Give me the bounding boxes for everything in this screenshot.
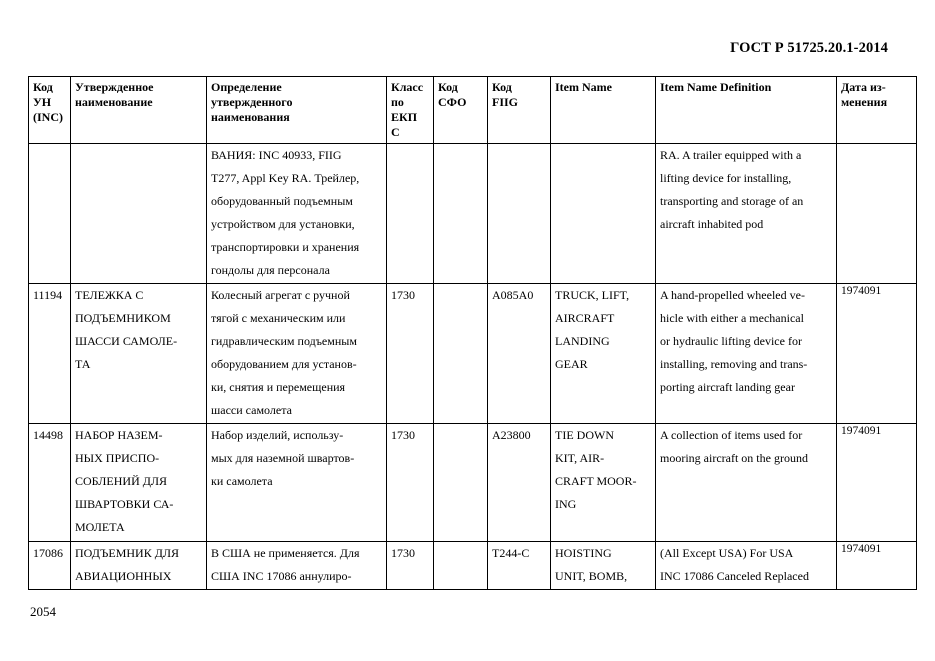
date-cell	[837, 284, 917, 424]
cell-line: мых для наземной швартов-	[211, 451, 355, 465]
cell-line: НАБОР НАЗЕМ-	[75, 428, 163, 442]
header-line: Утвержденное	[75, 80, 154, 94]
cell-line: mooring aircraft on the ground	[660, 451, 808, 465]
cell-line: США INC 17086 аннулиро-	[211, 569, 352, 583]
cell-line: гидравлическим подъемным	[211, 334, 357, 348]
item-name-cell	[551, 542, 656, 590]
sfo-cell	[434, 284, 488, 424]
cell-line: ТЕЛЕЖКА С	[75, 288, 144, 302]
cell-line: тягой с механическим или	[211, 311, 346, 325]
table-row	[29, 144, 917, 284]
cell-line: transporting and storage of an	[660, 194, 804, 208]
name-cell	[71, 424, 207, 542]
cell-line: INC 17086 Canceled Replaced	[660, 569, 809, 583]
item-def-cell	[656, 424, 837, 542]
sfo-cell	[434, 424, 488, 542]
fiig-cell	[488, 144, 551, 284]
cell-line: porting aircraft landing gear	[660, 380, 795, 394]
col-item-def-header	[656, 77, 837, 144]
item-def-cell	[656, 144, 837, 284]
cell-line: LANDING	[555, 334, 610, 348]
header-line: Код	[438, 80, 458, 94]
cell-line: МОЛЕТА	[75, 520, 125, 534]
cell-line: A hand-propelled wheeled ve-	[660, 288, 805, 302]
cell-line: ТА	[75, 357, 91, 371]
cell-line: ПОДЪЕМНИКОМ	[75, 311, 171, 325]
cell-line: KIT, AIR-	[555, 451, 605, 465]
sfo-cell	[434, 144, 488, 284]
cell-line: 1730	[391, 288, 415, 302]
cell-line: 1974091	[841, 425, 882, 437]
cell-line: Набор изделий, использу-	[211, 428, 344, 442]
header-line: Определение	[211, 80, 282, 94]
col-date-header	[837, 77, 917, 144]
date-cell	[837, 424, 917, 542]
col-definition-header	[207, 77, 387, 144]
definition-cell	[207, 284, 387, 424]
document-code: ГОСТ Р 51725.20.1-2014	[730, 40, 888, 56]
header-line: Item Name	[555, 80, 612, 94]
class-cell	[387, 424, 434, 542]
cell-line: TIE DOWN	[555, 428, 614, 442]
cell-line: 14498	[33, 428, 63, 442]
header-line: ЕКП	[391, 110, 418, 124]
cell-line: НЫХ ПРИСПО-	[75, 451, 160, 465]
cell-line: 1974091	[841, 285, 882, 297]
col-sfo-header	[434, 77, 488, 144]
cell-line: ПОДЪЕМНИК ДЛЯ	[75, 546, 180, 560]
cell-line: lifting device for installing,	[660, 171, 792, 185]
item-name-cell	[551, 284, 656, 424]
cell-line: ШАССИ САМОЛЕ-	[75, 334, 178, 348]
cell-line: T277, Appl Key RA. Трейлер,	[211, 171, 360, 185]
cell-line: 1730	[391, 546, 415, 560]
fiig-cell	[488, 424, 551, 542]
header-line: УН	[33, 95, 52, 109]
definition-cell	[207, 144, 387, 284]
header-line: менения	[841, 95, 888, 109]
cell-line: АВИАЦИОННЫХ	[75, 569, 172, 583]
cell-line: hicle with either a mechanical	[660, 311, 804, 325]
col-class-header	[387, 77, 434, 144]
cell-line: В США не применяется. Для	[211, 546, 360, 560]
cell-line: GEAR	[555, 357, 588, 371]
table-row	[29, 424, 917, 542]
item-name-cell	[551, 424, 656, 542]
item-def-cell	[656, 284, 837, 424]
cell-line: A collection of items used for	[660, 428, 803, 442]
header-line: утвержденного	[211, 95, 293, 109]
definition-cell	[207, 424, 387, 542]
name-cell	[71, 144, 207, 284]
cell-line: оборудованием для установ-	[211, 357, 357, 371]
table-row	[29, 284, 917, 424]
header-line: FIIG	[492, 95, 519, 109]
header-line: (INC)	[33, 110, 63, 124]
header-line: СФО	[438, 95, 467, 109]
definition-cell	[207, 542, 387, 590]
cell-line: ки, снятия и перемещения	[211, 380, 346, 394]
cell-line: гондолы для персонала	[211, 263, 330, 277]
name-cell	[71, 542, 207, 590]
class-cell	[387, 542, 434, 590]
cell-line: 17086	[33, 546, 63, 560]
cell-line: RA. A trailer equipped with a	[660, 148, 802, 162]
header-line: наименование	[75, 95, 153, 109]
cell-line: UNIT, BOMB,	[555, 569, 628, 583]
cell-line: AIRCRAFT	[555, 311, 615, 325]
cell-line: транспортировки и хранения	[211, 240, 360, 254]
date-cell	[837, 542, 917, 590]
cell-line: ВАНИЯ: INC 40933, FIIG	[211, 148, 342, 162]
header-line: Код	[492, 80, 512, 94]
header-line: С	[391, 125, 400, 139]
catalog-table	[28, 76, 917, 590]
cell-line: устройством для установки,	[211, 217, 355, 231]
header-line: Дата из-	[841, 80, 886, 94]
cell-line: aircraft inhabited pod	[660, 217, 764, 231]
page-number: 2054	[30, 604, 56, 619]
cell-line: (All Except USA) For USA	[660, 546, 794, 560]
cell-line: ING	[555, 497, 577, 511]
cell-line: TRUCK, LIFT,	[555, 288, 630, 302]
fiig-cell	[488, 284, 551, 424]
inc-cell	[29, 424, 71, 542]
inc-cell	[29, 542, 71, 590]
cell-line: CRAFT MOOR-	[555, 474, 637, 488]
cell-line: or hydraulic lifting device for	[660, 334, 802, 348]
cell-line: оборудованный подъемным	[211, 194, 353, 208]
header-line: Код	[33, 80, 53, 94]
cell-line: 1730	[391, 428, 415, 442]
table-header-row	[29, 77, 917, 144]
inc-cell	[29, 284, 71, 424]
header-line: наименования	[211, 110, 290, 124]
header-line: Item Name Definition	[660, 80, 772, 94]
fiig-cell	[488, 542, 551, 590]
class-cell	[387, 144, 434, 284]
header-line: по	[391, 95, 404, 109]
cell-line: 11194	[33, 288, 63, 302]
col-name-header	[71, 77, 207, 144]
table-body	[29, 144, 917, 590]
col-fiig-header	[488, 77, 551, 144]
cell-line: HOISTING	[555, 546, 612, 560]
col-inc-header	[29, 77, 71, 144]
cell-line: 1974091	[841, 543, 882, 555]
item-name-cell	[551, 144, 656, 284]
cell-line: шасси самолета	[211, 403, 292, 417]
cell-line: A085A0	[492, 288, 534, 302]
inc-cell	[29, 144, 71, 284]
date-cell	[837, 144, 917, 284]
cell-line: T244-C	[492, 546, 530, 560]
cell-line: СОБЛЕНИЙ ДЛЯ	[75, 474, 168, 488]
cell-line: ки самолета	[211, 474, 273, 488]
table-row	[29, 542, 917, 590]
class-cell	[387, 284, 434, 424]
col-item-name-header	[551, 77, 656, 144]
header-line: Класс	[391, 80, 424, 94]
cell-line: A23800	[492, 428, 531, 442]
item-def-cell	[656, 542, 837, 590]
cell-line: installing, removing and trans-	[660, 357, 808, 371]
cell-line: Колесный агрегат с ручной	[211, 288, 350, 302]
sfo-cell	[434, 542, 488, 590]
cell-line: ШВАРТОВКИ СА-	[75, 497, 174, 511]
name-cell	[71, 284, 207, 424]
